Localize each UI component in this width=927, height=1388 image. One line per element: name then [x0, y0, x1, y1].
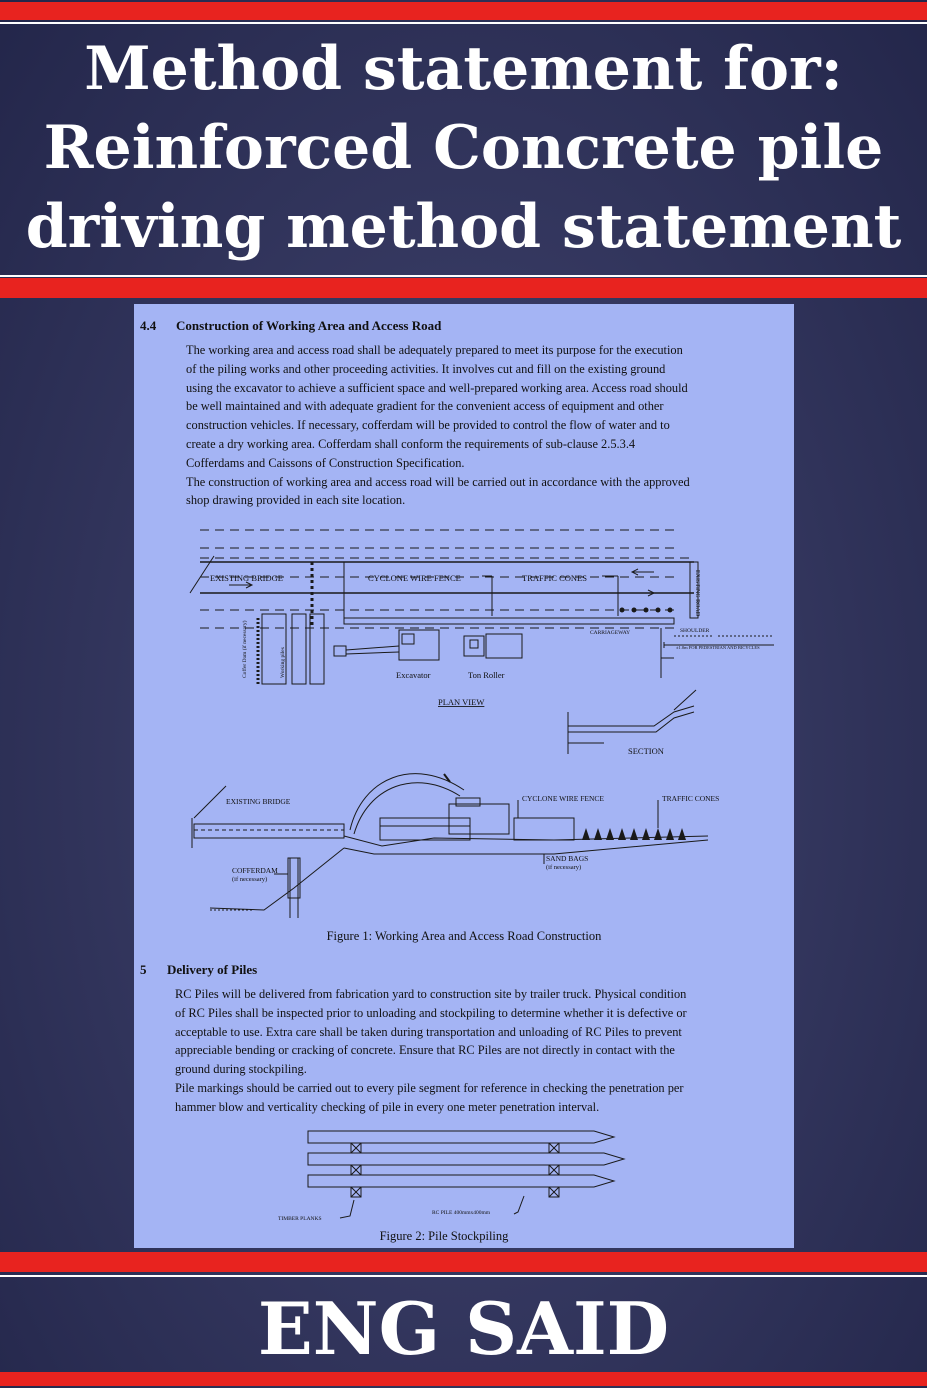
figure-2-caption: Figure 2: Pile Stockpiling — [379, 1229, 509, 1243]
title-line-2: Reinforced Concrete pile — [43, 113, 884, 183]
label-pedestrian: ±1.0m FOR PEDESTRIAN AND BICYCLES — [676, 645, 760, 650]
label-plan-view: PLAN VIEW — [438, 697, 485, 707]
figure-1-drawing — [134, 518, 794, 918]
label-rc-pile: RC PILE 400mmx400mm — [432, 1210, 491, 1216]
body-line: using the excavator to achieve a sufficient space and well-prepared working area. Access road should — [186, 380, 688, 395]
body-line: The construction of working area and access road will be carried out in accordance with the approved — [186, 474, 690, 489]
body-line: RC Piles will be delivered from fabrication yard to construction site by trailer truck. Physical condition — [175, 987, 687, 1001]
author-top-red-stripe — [0, 1252, 927, 1272]
document-page-image — [134, 304, 794, 1248]
label-shoulder: SHOULDER — [680, 628, 710, 634]
body-line: of RC Piles shall be inspected prior to unloading and stockpiling to determine whether it is defective or — [175, 1005, 687, 1020]
label-cyclone-wire-fence: CYCLONE WIRE FENCE — [368, 573, 461, 583]
label-sand-bags-note: (if necessary) — [546, 864, 582, 871]
label-cofferdam-note: (if necessary) — [232, 876, 268, 883]
bottom-red-stripe — [0, 1372, 927, 1386]
title-bottom-red-stripe — [0, 278, 927, 298]
label-cofferdam-vertical: Coffer Dam (if necessary) — [242, 620, 248, 678]
label-cofferdam: COFFERDAM — [232, 866, 278, 875]
body-line: be well maintained and with adequate gradient for the convenient access of equipment and other — [186, 399, 664, 414]
section-5-heading: Delivery of Piles — [167, 962, 258, 977]
author-name: ENG SAID — [257, 1286, 670, 1371]
body-line: of the piling works and other proceeding activities. It involves cut and fill on the existing ground — [186, 361, 666, 376]
figure-1-caption: Figure 1: Working Area and Access Road Construction — [326, 929, 602, 943]
label-carriageway: CARRIAGEWAY — [590, 630, 631, 636]
label-timber-planks: TIMBER PLANKS — [278, 1216, 322, 1222]
body-line: hammer blow and verticality checking of pile in every one meter penetration interval. — [175, 1099, 600, 1114]
section-4-4-heading: Construction of Working Area and Access Road — [176, 318, 442, 333]
label-traffic-cones: TRAFFIC CONES — [522, 573, 587, 583]
body-line: Pile markings should be carried out to every pile segment for reference in checking the penetration per — [175, 1080, 684, 1095]
body-line: acceptable to use. Extra care shall be taken during transportation and unloading of RC Piles to prevent — [175, 1024, 682, 1039]
label-cyclone-wire-fence-2: CYCLONE WIRE FENCE — [522, 794, 604, 803]
author-top-white-line — [0, 1275, 927, 1277]
label-excavator: Excavator — [396, 670, 431, 680]
label-existing-bridge: EXISTING BRIDGE — [210, 573, 283, 583]
body-line: ground during stockpiling. — [175, 1062, 307, 1077]
body-line: create a dry working area. Cofferdam shall conform the requirements of sub-clause 2.5.3.4 — [186, 436, 636, 451]
body-line: construction vehicles. If necessary, cofferdam will be provided to control the flow of water and to — [186, 418, 670, 433]
title-line-3: driving method statement — [25, 192, 902, 262]
cover-title — [0, 30, 927, 267]
figure-2-drawing — [134, 1126, 794, 1226]
section-4-4-body — [186, 341, 786, 510]
title-bottom-white-line — [0, 275, 927, 277]
body-line: The working area and access road shall be adequately prepared to meet its purpose for the execution — [186, 343, 683, 357]
title-line-1: Method statement for: — [84, 34, 843, 104]
label-existing-road: EXISTING ROAD — [694, 570, 700, 617]
body-line: Cofferdams and Caissons of Construction Specification. — [186, 455, 465, 470]
label-working-piles: Working piles — [280, 647, 286, 678]
label-existing-bridge-2: EXISTING BRIDGE — [226, 797, 291, 806]
label-traffic-cones-2: TRAFFIC CONES — [662, 794, 720, 803]
label-section: SECTION — [628, 746, 664, 756]
body-line: shop drawing provided in each site location. — [186, 493, 406, 508]
top-red-stripe — [0, 2, 927, 20]
section-4-4-number: 4.4 — [140, 318, 157, 333]
body-line: appreciable bending or cracking of concrete. Ensure that RC Piles are not directly in contact with the — [175, 1043, 675, 1058]
section-5-number: 5 — [140, 962, 147, 977]
label-sand-bags: SAND BAGS — [546, 854, 589, 863]
label-ton-roller: Ton Roller — [468, 670, 505, 680]
section-5-body — [175, 985, 790, 1117]
top-white-line — [0, 22, 927, 24]
